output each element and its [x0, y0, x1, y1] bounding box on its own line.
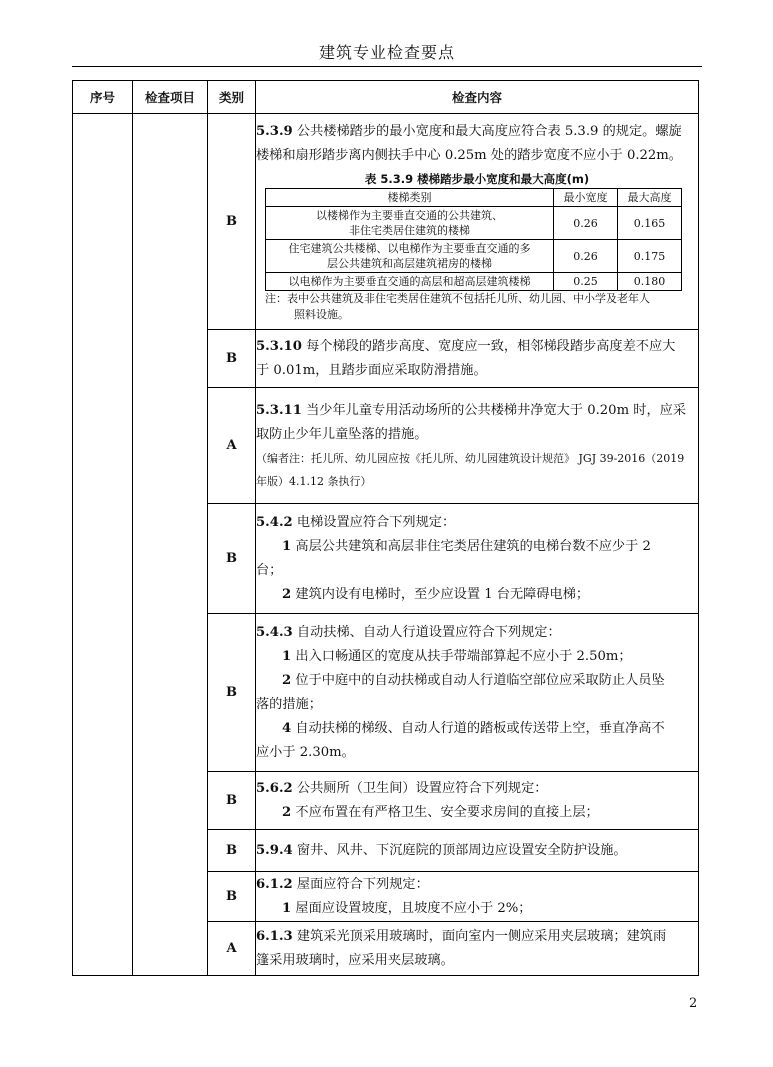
min-width-cell: 0.25 [554, 273, 618, 291]
category-cell: B [208, 504, 256, 614]
clause-text: 自动扶梯的梯级、自动人行道的踏板或传送带上空，垂直净高不 [291, 720, 665, 736]
clause-number: 5.3.10 [256, 338, 302, 354]
clause-number: 5.6.2 [256, 780, 293, 796]
content-line [256, 693, 698, 717]
clause-number: 6.1.3 [256, 928, 293, 944]
content-cell [256, 614, 699, 772]
category-cell: B [208, 872, 256, 922]
clause-number: 5.3.9 [256, 124, 293, 139]
inner-header-row [266, 189, 682, 207]
clause-text: 位于中庭中的自动扶梯或自动人行道临空部位应采取防止人员坠 [291, 672, 665, 688]
content-line [256, 645, 698, 669]
category-cell: B [208, 614, 256, 772]
category-cell: B [208, 114, 256, 330]
content-line [256, 801, 698, 825]
stair-category-line: 以楼梯作为主要垂直交通的公共建筑、 [316, 209, 503, 222]
content-line [256, 669, 698, 693]
editor-note: 年版）4.1.12 条执行） [256, 474, 372, 488]
content-line [256, 144, 698, 168]
clause-text: 台； [256, 562, 283, 578]
table-note-continued [256, 307, 698, 323]
inner-header-cell: 最大高度 [618, 189, 682, 207]
category-cell: A [208, 388, 256, 504]
no-cell [73, 114, 133, 976]
content-cell [256, 114, 699, 330]
inner-table-caption: 表 5.3.9 楼梯踏步最小宽度和最大高度(m) [364, 172, 590, 186]
stair-category-cell [266, 207, 554, 240]
editor-note: （编者注：托儿所、幼儿园应按《托儿所、幼儿园建筑设计规范》 JGJ 39-2016（2019 [256, 451, 685, 465]
category-cell: B [208, 330, 256, 388]
clause-number: 6.1.2 [256, 876, 293, 892]
content-cell [256, 872, 699, 922]
clause-number: 5.4.2 [256, 514, 293, 530]
clause-text: 不应布置在有严格卫生、安全要求房间的直接上层； [291, 804, 599, 820]
clause-text: 电梯设置应符合下列规定： [292, 514, 456, 530]
inspection-table [72, 80, 699, 976]
content-cell [256, 504, 699, 614]
clause-text: 窗井、风井、下沉庭院的顶部周边应设置安全防护设施。 [292, 842, 627, 858]
table-row [73, 114, 699, 330]
clause-text: 建筑采光顶采用玻璃时，面向室内一侧应采用夹层玻璃；建筑雨 [292, 928, 667, 944]
content-line [256, 583, 698, 607]
clause-number: 5.9.4 [256, 842, 293, 858]
clause-text: 公共厕所（卫生间）设置应符合下列规定： [292, 780, 548, 796]
max-height-cell: 0.180 [618, 273, 682, 291]
content-line [256, 559, 698, 583]
clause-text: 取防止少年儿童坠落的措施。 [256, 426, 428, 442]
clause-text: 屋面应符合下列规定： [292, 876, 429, 892]
clause-number: 1 [282, 900, 292, 916]
item-cell [133, 114, 208, 976]
min-width-cell: 0.26 [554, 240, 618, 273]
table-note: 注：表中公共建筑及非住宅类居住建筑不包括托儿所、幼儿园、中小学及老年人 [265, 292, 650, 305]
clause-text: 出入口畅通区的宽度从扶手带端部算起不应小于 2.50m； [291, 648, 632, 664]
inner-header-cell: 最小宽度 [554, 189, 618, 207]
clause-text: 建筑内设有电梯时，至少应设置 1 台无障碍电梯； [291, 586, 590, 602]
category-cell: B [208, 772, 256, 830]
page-number: 2 [689, 996, 698, 1011]
content-line [256, 925, 698, 949]
content-line [256, 423, 698, 447]
stair-category-line: 以电梯作为主要垂直交通的高层和超高层建筑楼梯 [288, 275, 531, 288]
content-line [256, 741, 698, 765]
col-header-item: 检查项目 [133, 81, 208, 114]
content-cell [256, 388, 699, 504]
clause-text: 于 0.01m，且踏步面应采取防滑措施。 [256, 362, 487, 378]
stair-category-cell [266, 240, 554, 273]
stair-step-table [265, 188, 682, 291]
content-cell [256, 330, 699, 388]
content-line [256, 717, 698, 741]
inner-header-cell: 楼梯类别 [266, 189, 554, 207]
clause-text: 高层公共建筑和高层非住宅类居住建筑的电梯台数不应少于 2 [291, 538, 651, 554]
clause-text: 自动扶梯、自动人行道设置应符合下列规定： [292, 624, 561, 640]
clause-text: 落的措施； [256, 696, 322, 712]
inner-table-row [266, 240, 682, 273]
content-line [256, 897, 698, 921]
clause-text: 篷采用玻璃时，应采用夹层玻璃。 [256, 952, 454, 968]
clause-number: 2 [282, 804, 292, 820]
col-header-cat: 类别 [208, 81, 256, 114]
table-header-row [73, 81, 699, 114]
clause-number: 2 [282, 672, 292, 688]
clause-text: 屋面应设置坡度，且坡度不应小于 2%； [291, 900, 532, 916]
min-width-cell: 0.26 [554, 207, 618, 240]
max-height-cell: 0.165 [618, 207, 682, 240]
content-cell [256, 922, 699, 976]
content-line [256, 535, 698, 559]
col-header-content: 检查内容 [256, 81, 699, 114]
clause-number: 5.4.3 [256, 624, 293, 640]
clause-number: 1 [282, 648, 292, 664]
category-cell: B [208, 830, 256, 872]
content-line [256, 839, 698, 863]
clause-text: 当少年儿童专用活动场所的公共楼梯井净宽大于 0.20m 时，应采 [301, 402, 687, 418]
clause-text: 应小于 2.30m。 [256, 744, 355, 760]
stair-category-line: 非住宅类居住建筑的楼梯 [349, 224, 470, 237]
content-line [256, 873, 698, 897]
content-line [256, 399, 698, 423]
content-line [256, 335, 698, 359]
clause-text: 公共楼梯踏步的最小宽度和最大高度应符合表 5.3.9 的规定。螺旋 [292, 124, 682, 139]
category-cell: A [208, 922, 256, 976]
col-header-no: 序号 [73, 81, 133, 114]
clause-text: 每个梯段的踏步高度、宽度应一致，相邻梯段踏步高度差不应大 [301, 338, 676, 354]
clause-text: 楼梯和扇形踏步离内侧扶手中心 0.25m 处的踏步宽度不应小于 0.22m。 [256, 148, 682, 163]
inner-table-row [266, 273, 682, 291]
content-cell [256, 830, 699, 872]
content-line [256, 511, 698, 535]
stair-category-line: 住宅建筑公共楼梯、以电梯作为主要垂直交通的多 [288, 242, 531, 255]
inner-table-row [266, 207, 682, 240]
content-line [256, 621, 698, 645]
table-note-text: 照料设施。 [294, 308, 349, 321]
content-line [256, 777, 698, 801]
page-header-title: 建筑专业检查要点 [318, 43, 455, 62]
content-cell [256, 772, 699, 830]
clause-number: 4 [282, 720, 292, 736]
stair-category-cell [266, 273, 554, 291]
max-height-cell: 0.175 [618, 240, 682, 273]
content-line [256, 949, 698, 973]
stair-category-line: 层公共建筑和高层建筑裙房的楼梯 [327, 257, 492, 270]
clause-number: 1 [282, 538, 292, 554]
clause-number: 2 [282, 586, 292, 602]
content-line [256, 120, 698, 144]
clause-number: 5.3.11 [256, 402, 302, 418]
header-rule [72, 66, 702, 67]
content-line [256, 359, 698, 383]
